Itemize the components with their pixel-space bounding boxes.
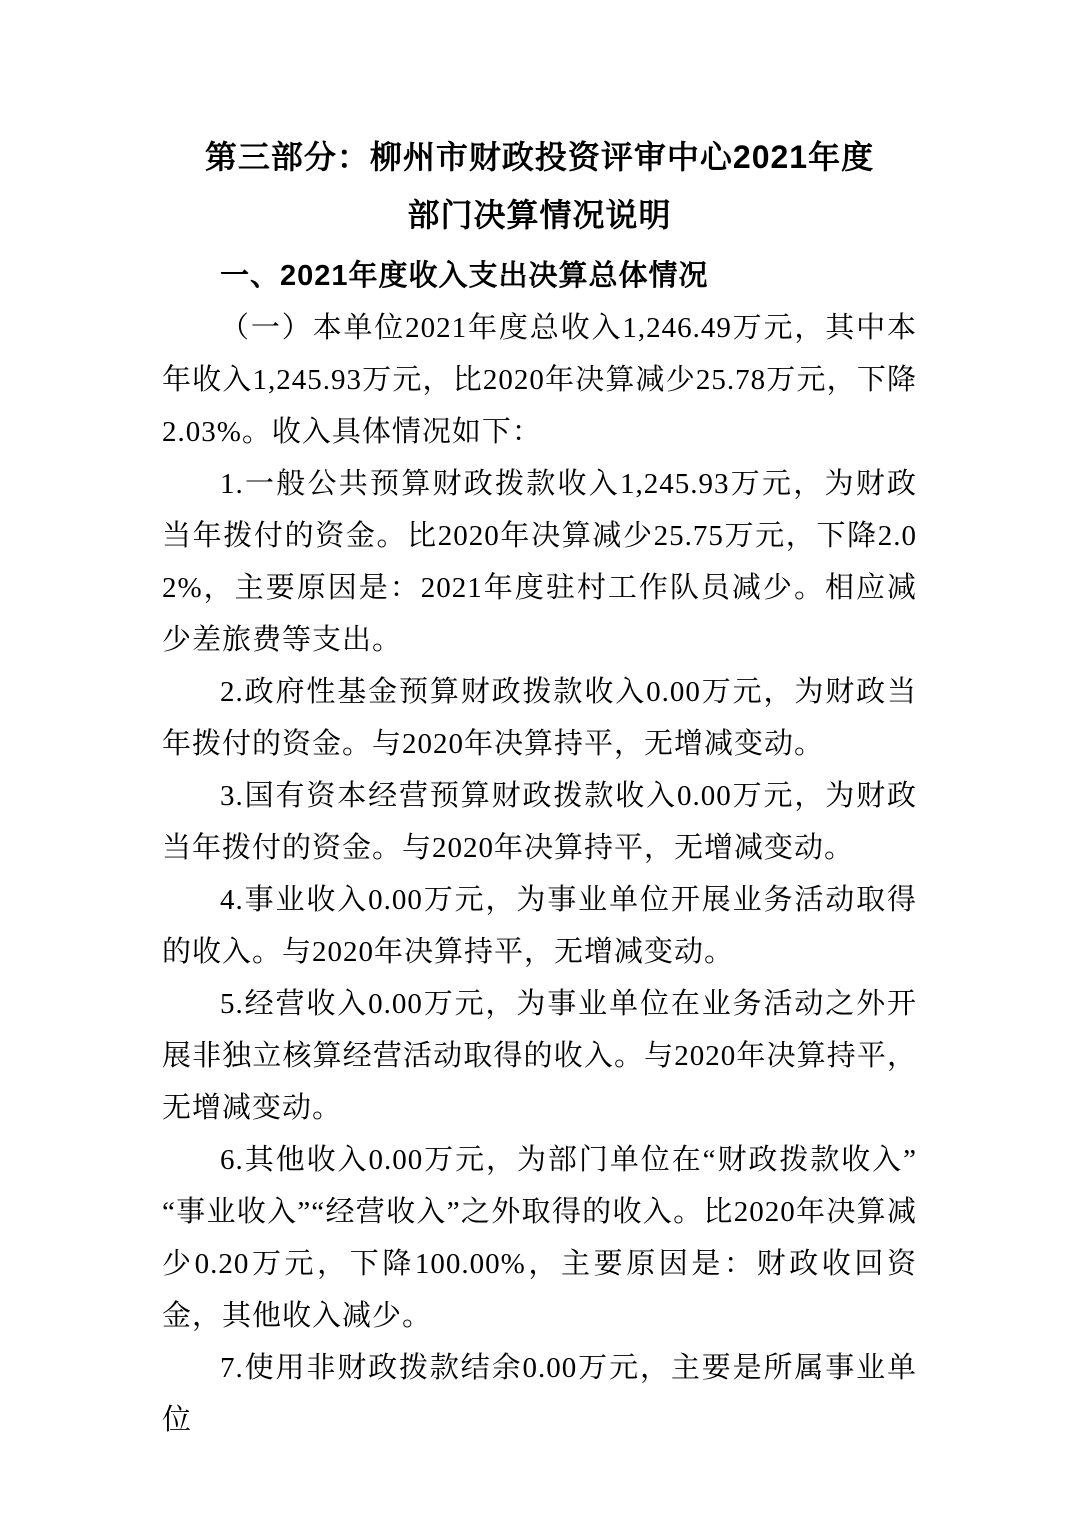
paragraph-item-3-state-capital-budget: 3.国有资本经营预算财政拨款收入0.00万元，为财政当年拨付的资金。与2020年决算持平，无增减变动。 (162, 780, 917, 864)
paragraph-item-1-general-public-budget: 1.一般公共预算财政拨款收入1,245.93万元，为财政当年拨付的资金。比2020年决算减少25.75万元，下降2.02%，主要原因是：2021年度驻村工作队员减少。相应减少差旅费等支出。 (162, 468, 917, 656)
paragraph-item-4-institutional-income: 4.事业收入0.00万元，为事业单位开展业务活动取得的收入。与2020年决算持平，无增减变动。 (162, 884, 917, 968)
paragraph-total-income-overview: （一）本单位2021年度总收入1,246.49万元，其中本年收入1,245.93万元，比2020年决算减少25.78万元，下降2.03%。收入具体情况如下： (162, 312, 917, 448)
paragraph-item-6-other-income: 6.其他收入0.00万元，为部门单位在“财政拨款收入”“事业收入”“经营收入”之外取得的收入。比2020年决算减少0.20万元，下降100.00%，主要原因是：财政收回资金，其他收入减少。 (162, 1144, 917, 1332)
paragraph-item-2-government-fund-budget: 2.政府性基金预算财政拨款收入0.00万元，为财政当年拨付的资金。与2020年决算持平，无增减变动。 (162, 676, 917, 760)
section-heading-income-expenditure-overview: 一、2021年度收入支出决算总体情况 (220, 260, 709, 292)
paragraph-item-7-non-fiscal-surplus: 7.使用非财政拨款结余0.00万元，主要是所属事业单位 (162, 1352, 917, 1436)
paragraph-item-5-operating-income: 5.经营收入0.00万元，为事业单位在业务活动之外开展非独立核算经营活动取得的收入。与2020年决算持平，无增减变动。 (162, 988, 917, 1124)
document-title: 第三部分：柳州市财政投资评审中心2021年度部门决算情况说明 (204, 139, 875, 233)
